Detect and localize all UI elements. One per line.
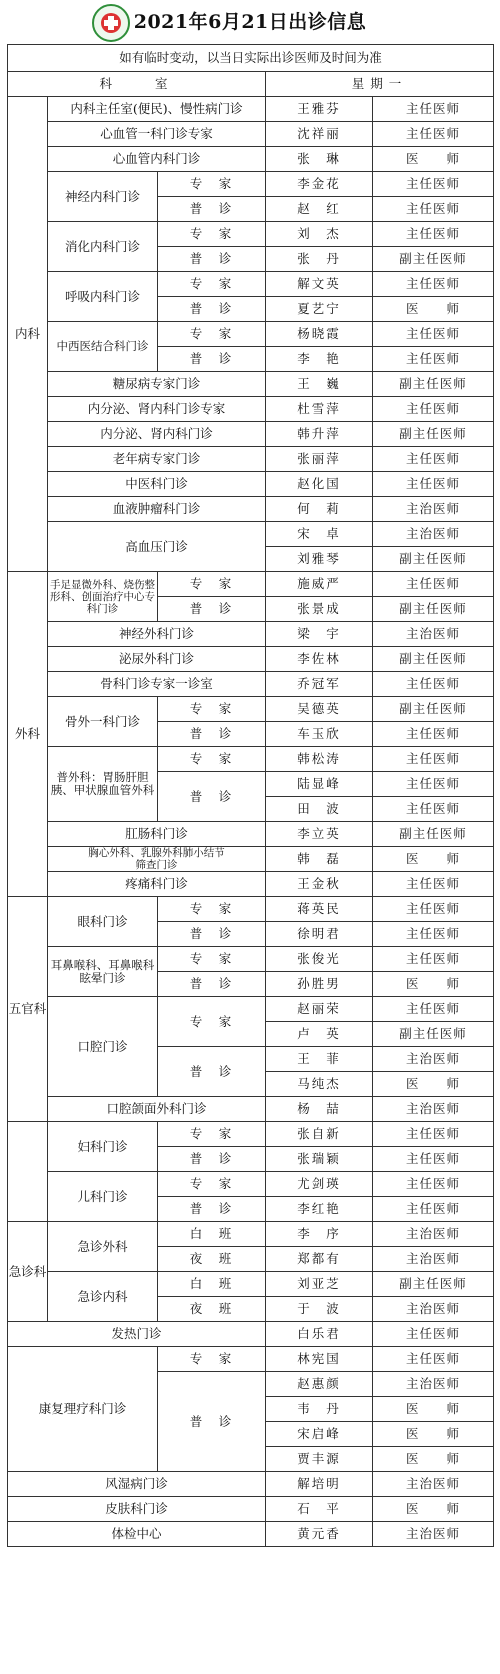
clinic-name: 疼痛科门诊	[48, 872, 266, 897]
doctor-title: 主任医师	[373, 672, 494, 697]
doctor-title: 医 师	[373, 847, 494, 872]
doctor-name: 王雅芬	[266, 97, 373, 122]
doctor-title: 主任医师	[373, 97, 494, 122]
doctor-title: 主任医师	[373, 922, 494, 947]
table-row	[8, 147, 494, 172]
doctor-name: 韩松涛	[266, 747, 373, 772]
shift-type: 夜 班	[158, 1297, 266, 1322]
clinic-type: 普 诊	[158, 1147, 266, 1172]
doctor-name: 宋启峰	[266, 1422, 373, 1447]
table-row	[8, 497, 494, 522]
table-row	[8, 872, 494, 897]
doctor-title: 副主任医师	[373, 697, 494, 722]
doctor-name: 张 琳	[266, 147, 373, 172]
clinic-name: 胸心外科、乳腺外科肺小结节筛查门诊	[48, 847, 266, 872]
clinic-type: 专 家	[158, 172, 266, 197]
doctor-name: 孙胜男	[266, 972, 373, 997]
table-row	[8, 622, 494, 647]
shift-type: 夜 班	[158, 1247, 266, 1272]
clinic-type: 专 家	[158, 1347, 266, 1372]
doctor-title: 副主任医师	[373, 547, 494, 572]
table-row	[8, 1497, 494, 1522]
clinic-name: 普外科：胃肠肝胆胰、甲状腺血管外科	[48, 747, 158, 822]
doctor-name: 张自新	[266, 1122, 373, 1147]
doctor-title: 副主任医师	[373, 372, 494, 397]
doctor-name: 张俊光	[266, 947, 373, 972]
clinic-type: 专 家	[158, 1172, 266, 1197]
clinic-type: 普 诊	[158, 922, 266, 947]
clinic-name: 中西医结合科门诊	[48, 322, 158, 372]
schedule-table	[7, 44, 494, 1547]
table-row	[8, 897, 494, 922]
clinic-type: 专 家	[158, 747, 266, 772]
clinic-type: 普 诊	[158, 972, 266, 997]
clinic-name: 体检中心	[8, 1522, 266, 1547]
doctor-title: 主治医师	[373, 622, 494, 647]
doctor-name: 张丽萍	[266, 447, 373, 472]
clinic-type: 普 诊	[158, 722, 266, 747]
column-header-day: 星期一	[266, 72, 494, 97]
doctor-title: 主任医师	[373, 797, 494, 822]
column-header-dept: 科 室	[8, 72, 266, 97]
page-title: 2021年6月21日出诊信息	[133, 11, 367, 33]
clinic-name: 康复理疗科门诊	[8, 1347, 158, 1472]
doctor-title: 副主任医师	[373, 1272, 494, 1297]
clinic-type: 专 家	[158, 697, 266, 722]
clinic-type: 专 家	[158, 947, 266, 972]
doctor-title: 主任医师	[373, 122, 494, 147]
table-row	[8, 222, 494, 247]
doctor-name: 宋 卓	[266, 522, 373, 547]
doctor-title: 医 师	[373, 1072, 494, 1097]
doctor-title: 主任医师	[373, 947, 494, 972]
doctor-name: 李立英	[266, 822, 373, 847]
doctor-title: 主治医师	[373, 497, 494, 522]
doctor-name: 解培明	[266, 1472, 373, 1497]
doctor-title: 主任医师	[373, 572, 494, 597]
clinic-type: 普 诊	[158, 197, 266, 222]
doctor-name: 林宪国	[266, 1347, 373, 1372]
table-row	[8, 422, 494, 447]
clinic-name: 口腔门诊	[48, 997, 158, 1097]
doctor-name: 杨 喆	[266, 1097, 373, 1122]
doctor-title: 主任医师	[373, 347, 494, 372]
doctor-title: 副主任医师	[373, 247, 494, 272]
clinic-name: 呼吸内科门诊	[48, 272, 158, 322]
clinic-type: 专 家	[158, 1122, 266, 1147]
doctor-title: 主任医师	[373, 747, 494, 772]
doctor-title: 主治医师	[373, 1372, 494, 1397]
doctor-title: 主治医师	[373, 1297, 494, 1322]
doctor-name: 杨晓霞	[266, 322, 373, 347]
doctor-name: 杜雪萍	[266, 397, 373, 422]
table-row	[8, 1122, 494, 1147]
clinic-type: 普 诊	[158, 1047, 266, 1097]
table-row	[8, 272, 494, 297]
category-cell: 外科	[8, 572, 48, 897]
table-row	[8, 647, 494, 672]
doctor-name: 陆显峰	[266, 772, 373, 797]
doctor-name: 梁 宇	[266, 622, 373, 647]
doctor-title: 主任医师	[373, 1122, 494, 1147]
doctor-name: 张瑞颖	[266, 1147, 373, 1172]
table-row	[8, 822, 494, 847]
doctor-name: 李 艳	[266, 347, 373, 372]
doctor-name: 赵化国	[266, 472, 373, 497]
clinic-name: 老年病专家门诊	[48, 447, 266, 472]
doctor-title: 主任医师	[373, 1147, 494, 1172]
clinic-name: 手足显微外科、烧伤整形科、创面治疗中心专科门诊	[48, 572, 158, 622]
doctor-name: 马纯杰	[266, 1072, 373, 1097]
shift-type: 白 班	[158, 1272, 266, 1297]
table-row	[8, 1472, 494, 1497]
doctor-name: 夏艺宁	[266, 297, 373, 322]
clinic-name: 肛肠科门诊	[48, 822, 266, 847]
table-row	[8, 372, 494, 397]
doctor-title: 主任医师	[373, 197, 494, 222]
clinic-name: 糖尿病专家门诊	[48, 372, 266, 397]
doctor-title: 主任医师	[373, 722, 494, 747]
doctor-name: 白乐君	[266, 1322, 373, 1347]
note-row	[8, 45, 494, 72]
doctor-name: 蒋英民	[266, 897, 373, 922]
table-row	[8, 1322, 494, 1347]
clinic-name: 妇科门诊	[48, 1122, 158, 1172]
table-row	[8, 122, 494, 147]
doctor-name: 张 丹	[266, 247, 373, 272]
doctor-name: 韦 丹	[266, 1397, 373, 1422]
table-row	[8, 172, 494, 197]
doctor-title: 主任医师	[373, 322, 494, 347]
doctor-title: 主治医师	[373, 522, 494, 547]
table-row	[8, 1272, 494, 1297]
clinic-type: 普 诊	[158, 772, 266, 822]
table-row	[8, 447, 494, 472]
doctor-title: 医 师	[373, 1422, 494, 1447]
doctor-title: 主任医师	[373, 1322, 494, 1347]
doctor-name: 王金秋	[266, 872, 373, 897]
doctor-title: 主任医师	[373, 772, 494, 797]
clinic-type: 普 诊	[158, 347, 266, 372]
clinic-name: 眼科门诊	[48, 897, 158, 947]
doctor-name: 李金花	[266, 172, 373, 197]
doctor-title: 主任医师	[373, 897, 494, 922]
clinic-name: 心血管一科门诊专家	[48, 122, 266, 147]
doctor-name: 刘亚芝	[266, 1272, 373, 1297]
clinic-name: 风湿病门诊	[8, 1472, 266, 1497]
doctor-title: 主任医师	[373, 222, 494, 247]
clinic-name: 内分泌、肾内科门诊	[48, 422, 266, 447]
doctor-title: 副主任医师	[373, 822, 494, 847]
doctor-name: 刘雅琴	[266, 547, 373, 572]
clinic-type: 专 家	[158, 272, 266, 297]
doctor-title: 副主任医师	[373, 647, 494, 672]
doctor-name: 赵丽荣	[266, 997, 373, 1022]
doctor-name: 王 巍	[266, 372, 373, 397]
doctor-name: 沈祥丽	[266, 122, 373, 147]
doctor-name: 李红艳	[266, 1197, 373, 1222]
clinic-name: 内分泌、肾内科门诊专家	[48, 397, 266, 422]
doctor-title: 主任医师	[373, 997, 494, 1022]
table-row	[8, 1097, 494, 1122]
clinic-name: 急诊外科	[48, 1222, 158, 1272]
doctor-title: 主任医师	[373, 1172, 494, 1197]
category-cell: 内科	[8, 97, 48, 572]
clinic-name: 骨外一科门诊	[48, 697, 158, 747]
doctor-name: 石 平	[266, 1497, 373, 1522]
doctor-name: 李佐林	[266, 647, 373, 672]
doctor-name: 韩升萍	[266, 422, 373, 447]
doctor-title: 主任医师	[373, 272, 494, 297]
doctor-title: 副主任医师	[373, 422, 494, 447]
doctor-title: 主任医师	[373, 1197, 494, 1222]
table-row	[8, 747, 494, 772]
doctor-name: 于 波	[266, 1297, 373, 1322]
doctor-title: 主治医师	[373, 1097, 494, 1122]
clinic-name: 神经内科门诊	[48, 172, 158, 222]
doctor-title: 主治医师	[373, 1222, 494, 1247]
table-row	[8, 1172, 494, 1197]
doctor-name: 卢 英	[266, 1022, 373, 1047]
doctor-name: 车玉欣	[266, 722, 373, 747]
clinic-name: 骨科门诊专家一诊室	[48, 672, 266, 697]
clinic-type: 专 家	[158, 572, 266, 597]
doctor-title: 医 师	[373, 1397, 494, 1422]
clinic-name: 皮肤科门诊	[8, 1497, 266, 1522]
table-row	[8, 672, 494, 697]
doctor-title: 主任医师	[373, 472, 494, 497]
clinic-name: 泌尿外科门诊	[48, 647, 266, 672]
table-row	[8, 947, 494, 972]
table-row	[8, 847, 494, 872]
doctor-name: 解文英	[266, 272, 373, 297]
clinic-type: 专 家	[158, 222, 266, 247]
doctor-name: 韩 磊	[266, 847, 373, 872]
table-row	[8, 572, 494, 597]
clinic-name: 中医科门诊	[48, 472, 266, 497]
clinic-type: 专 家	[158, 322, 266, 347]
clinic-name: 耳鼻喉科、耳鼻喉科眩晕门诊	[48, 947, 158, 997]
header-row	[8, 72, 494, 97]
category-cell-empty	[8, 1122, 48, 1222]
clinic-name: 血液肿瘤科门诊	[48, 497, 266, 522]
table-row	[8, 1522, 494, 1547]
doctor-title: 副主任医师	[373, 1022, 494, 1047]
doctor-title: 副主任医师	[373, 597, 494, 622]
clinic-name: 消化内科门诊	[48, 222, 158, 272]
doctor-name: 赵 红	[266, 197, 373, 222]
doctor-title: 主任医师	[373, 1347, 494, 1372]
clinic-type: 专 家	[158, 997, 266, 1047]
doctor-name: 赵惠颜	[266, 1372, 373, 1397]
clinic-name: 神经外科门诊	[48, 622, 266, 647]
doctor-name: 贾丰源	[266, 1447, 373, 1472]
doctor-name: 何 莉	[266, 497, 373, 522]
table-row	[8, 322, 494, 347]
doctor-name: 黄元香	[266, 1522, 373, 1547]
doctor-title: 医 师	[373, 972, 494, 997]
doctor-name: 李 序	[266, 1222, 373, 1247]
shift-type: 白 班	[158, 1222, 266, 1247]
doctor-title: 主任医师	[373, 397, 494, 422]
doctor-title: 主治医师	[373, 1047, 494, 1072]
doctor-title: 主任医师	[373, 872, 494, 897]
doctor-title: 主任医师	[373, 447, 494, 472]
doctor-title: 医 师	[373, 147, 494, 172]
table-row	[8, 397, 494, 422]
doctor-name: 王 菲	[266, 1047, 373, 1072]
clinic-type: 普 诊	[158, 597, 266, 622]
notice-text: 如有临时变动，以当日实际出诊医师及时间为准	[8, 45, 494, 72]
clinic-type: 普 诊	[158, 297, 266, 322]
clinic-name: 心血管内科门诊	[48, 147, 266, 172]
doctor-title: 主治医师	[373, 1472, 494, 1497]
clinic-name: 高血压门诊	[48, 522, 266, 572]
doctor-name: 吴德英	[266, 697, 373, 722]
doctor-title: 医 师	[373, 1447, 494, 1472]
table-row	[8, 97, 494, 122]
table-row	[8, 1347, 494, 1372]
doctor-name: 徐明君	[266, 922, 373, 947]
clinic-type: 普 诊	[158, 1197, 266, 1222]
clinic-name: 口腔颌面外科门诊	[48, 1097, 266, 1122]
doctor-name: 张景成	[266, 597, 373, 622]
category-cell: 五官科	[8, 897, 48, 1122]
page-header	[0, 0, 500, 45]
table-row	[8, 1222, 494, 1247]
category-cell: 急诊科	[8, 1222, 48, 1322]
doctor-title: 主治医师	[373, 1522, 494, 1547]
clinic-type: 普 诊	[158, 247, 266, 272]
clinic-name: 急诊内科	[48, 1272, 158, 1322]
table-row	[8, 522, 494, 547]
doctor-name: 施威严	[266, 572, 373, 597]
doctor-name: 郑都有	[266, 1247, 373, 1272]
clinic-name: 儿科门诊	[48, 1172, 158, 1222]
doctor-title: 医 师	[373, 1497, 494, 1522]
doctor-name: 刘 杰	[266, 222, 373, 247]
clinic-type: 普 诊	[158, 1372, 266, 1472]
table-row	[8, 697, 494, 722]
doctor-title: 主任医师	[373, 172, 494, 197]
doctor-name: 乔冠军	[266, 672, 373, 697]
doctor-name: 尤剑瑛	[266, 1172, 373, 1197]
doctor-title: 医 师	[373, 297, 494, 322]
clinic-name: 内科主任室(便民)、慢性病门诊	[48, 97, 266, 122]
table-row	[8, 472, 494, 497]
clinic-name: 发热门诊	[8, 1322, 266, 1347]
doctor-name: 田 波	[266, 797, 373, 822]
doctor-title: 主治医师	[373, 1247, 494, 1272]
table-row	[8, 997, 494, 1022]
clinic-type: 专 家	[158, 897, 266, 922]
